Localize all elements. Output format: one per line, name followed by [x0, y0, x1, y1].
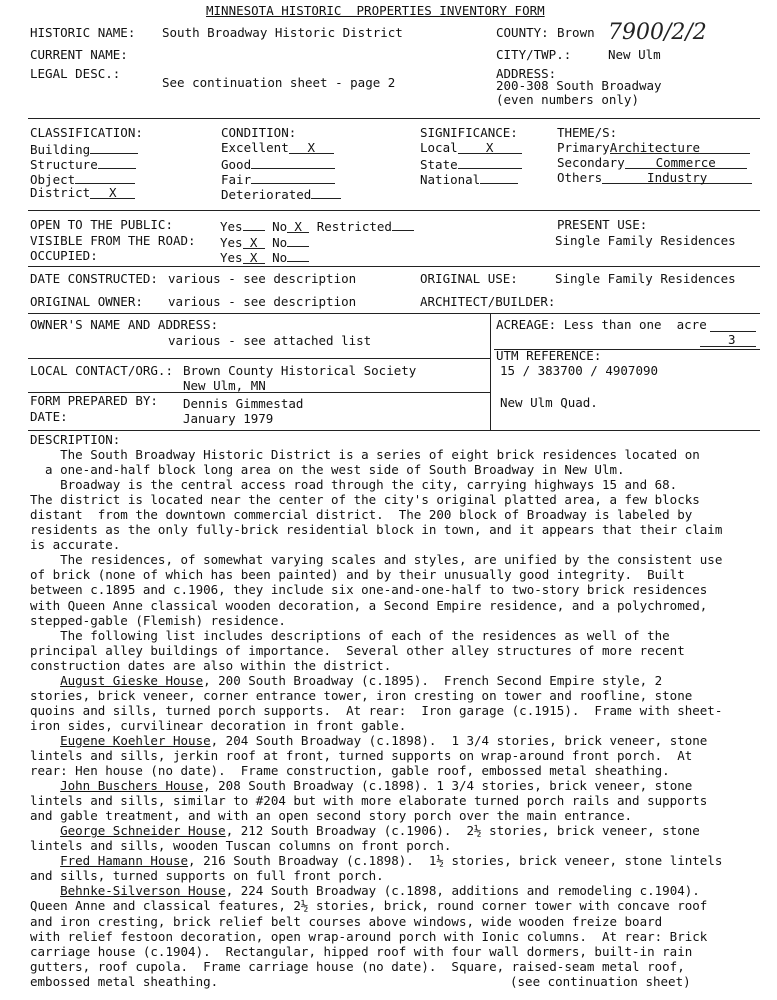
description-line: with Queen Anne classical wooden decoration, a Second Empire residence, and a polychromed, [30, 597, 708, 613]
divider [28, 118, 760, 119]
house-description: Queen Anne and classical features, 2½ stories, brick, round corner tower with concave roof [30, 898, 708, 914]
restricted-blank [392, 217, 414, 231]
house-name: Fred Hamann House [60, 853, 189, 869]
house-description: with relief festoon decoration, open wrap-around porch with Ionic columns. At rear: Brick [30, 928, 708, 944]
house-description: iron sides, curvilinear decoration in front gable. [30, 717, 407, 733]
house-description: stories, brick veneer, corner entrance tower, iron cresting on tower and roofline, stone [30, 687, 693, 703]
utm-value: 15 / 383700 / 4907090 [500, 363, 659, 378]
no-blank [287, 233, 309, 247]
date-constructed-label: DATE CONSTRUCTED: [30, 271, 158, 286]
house-entry-line [30, 823, 760, 838]
district-label: District [30, 185, 91, 200]
house-description: , 224 South Broadway (c.1898, additions and remodeling c.1904). [225, 883, 700, 899]
historic-name-value: South Broadway Historic District [162, 25, 403, 40]
house-entry-line [30, 778, 760, 793]
house-description: , 216 South Broadway (c.1898). 1½ stories, brick veneer, stone lintels [188, 853, 723, 869]
handwritten-id: 7900/2/2 [608, 20, 707, 45]
date-label: DATE: [30, 409, 68, 424]
building-label: Building [30, 142, 91, 157]
secondary-label: Secondary [557, 155, 625, 170]
house-name: Behnke-Silverson House [60, 883, 226, 899]
house-entry-line [30, 853, 760, 868]
yes-label: Yes [220, 235, 243, 250]
prepared-by-label: FORM PREPARED BY: [30, 393, 158, 408]
open-no-mark: X [287, 219, 309, 233]
acreage [496, 317, 707, 332]
restricted-label: Restricted [316, 219, 392, 234]
description-section [30, 432, 760, 989]
original-use-value: Single Family Residences [555, 271, 736, 286]
description-line: Broadway is the central access road through the city, carrying highways 15 and 68. [30, 477, 678, 493]
address-line2: (even numbers only) [496, 92, 639, 107]
house-entry-line [30, 898, 760, 913]
house-description: rear: Hen house (no date). Frame construction, gable roof, embossed metal sheathing. [30, 763, 670, 779]
utm-label: UTM REFERENCE: [496, 348, 602, 363]
house-entry-line [30, 868, 760, 883]
acreage-number: 3 [728, 332, 736, 347]
no-label: No [272, 219, 288, 234]
house-entry-line [30, 718, 760, 733]
continuation-note: (see continuation sheet) [510, 973, 691, 989]
description-line: is accurate. [30, 537, 121, 553]
present-use-label: PRESENT USE: [557, 217, 648, 232]
national-blank [480, 170, 518, 184]
divider-vertical [490, 313, 491, 430]
acreage-underline [700, 346, 756, 347]
object-blank [75, 170, 135, 184]
acreage-value: Less than one acre [563, 317, 707, 332]
description-line: The following list includes descriptions of each of the residences as well of the [30, 627, 670, 643]
house-name: John Buschers House [60, 778, 204, 794]
theme-label: THEME/S: [557, 125, 618, 140]
house-description: , 208 South Broadway (c.1898). 1 3/4 stories, brick veneer, stone [203, 778, 693, 794]
house-entry-line [30, 748, 760, 763]
no-blank [287, 248, 309, 262]
description-line: a one-and-half block long area on the west side of South Broadway in New Ulm. [30, 462, 625, 478]
theme-primary [557, 140, 750, 155]
local-mark: X [458, 140, 522, 154]
description-line: The South Broadway Historic District is a series of eight brick residences located on [30, 447, 700, 463]
divider [28, 313, 760, 314]
house-description: and iron cresting, brick relief belt courses above windows, wide wooden freize board [30, 913, 663, 929]
theme-others [557, 170, 752, 185]
acreage-label: ACREAGE: [496, 317, 557, 332]
district-mark: X [90, 185, 135, 199]
county-value: Brown [557, 25, 595, 40]
house-entry-line [30, 959, 760, 974]
yes-label: Yes [220, 250, 243, 265]
deteriorated-blank [311, 185, 341, 199]
house-entry-line [30, 914, 760, 929]
house-description: and sills, turned supports on full front porch. [30, 868, 384, 884]
significance-local [420, 140, 522, 155]
fair-label: Fair [221, 172, 252, 187]
prepared-by-value: Dennis Gimmestad [183, 396, 304, 411]
present-use-value: Single Family Residences [555, 233, 736, 248]
state-blank [458, 155, 522, 169]
divider [28, 210, 760, 211]
divider [28, 358, 490, 359]
classification-district [30, 185, 135, 200]
national-label: National [420, 172, 481, 187]
house-entry-line [30, 808, 760, 823]
description-line: stepped-gable (Flemish) residence. [30, 612, 286, 628]
house-name: August Gieske House [60, 672, 204, 688]
legal-desc-value: See continuation sheet - page 2 [162, 75, 396, 90]
house-entry-line [30, 703, 760, 718]
description-line: between c.1895 and c.1906, they include six one-and-one-half to two-story brick residences [30, 582, 708, 598]
description-line: construction dates are also within the district. [30, 657, 392, 673]
visible-label: VISIBLE FROM THE ROAD: [30, 233, 196, 248]
description-line: The district is located near the center of the city's original platted area, a few blocks [30, 492, 700, 508]
description-line: of brick (none of which has been painted) and by their unusually good integrity. Built [30, 567, 685, 583]
house-list [30, 673, 760, 989]
divider [28, 266, 760, 267]
visible-yes-mark: X [243, 235, 265, 249]
condition-excellent [221, 140, 334, 155]
excellent-label: Excellent [221, 140, 289, 155]
description-label: DESCRIPTION: [30, 432, 121, 447]
date-value: January 1979 [183, 411, 274, 426]
theme-secondary [557, 155, 747, 170]
original-owner-value: various - see description [168, 294, 357, 309]
description-line: The residences, of somewhat varying scales and styles, are unified by the consistent use [30, 552, 723, 568]
classification-label: CLASSIFICATION: [30, 125, 143, 140]
house-description: and gable treatment, and with an open second story porch over the main entrance. [30, 808, 633, 824]
house-description: lintels and sills, jerkin roof at front, turned supports on wrap-around front porch. At [30, 747, 693, 763]
original-owner-label: ORIGINAL OWNER: [30, 294, 143, 309]
description-line: principal alley buildings of importance. Several other alley structures of more recent [30, 642, 685, 658]
house-entry-line [30, 763, 760, 778]
original-use-label: ORIGINAL USE: [420, 271, 518, 286]
house-description: embossed metal sheathing. [30, 973, 219, 989]
others-value: Industry [602, 170, 752, 184]
house-description: , 200 South Broadway (c.1895). French Second Empire style, 2 [203, 672, 663, 688]
city-label: CITY/TWP.: [496, 47, 572, 62]
fair-blank [251, 170, 335, 184]
open-label: OPEN TO THE PUBLIC: [30, 217, 173, 232]
local-contact-line1: Brown County Historical Society [183, 363, 417, 378]
significance-national [420, 170, 518, 187]
occupied-options [220, 248, 309, 265]
legal-desc-label: LEGAL DESC.: [30, 66, 121, 81]
local-contact-line2: New Ulm, MN [183, 378, 266, 393]
description-line: residents as the only fully-brick residential block in town, and it appears that their claim [30, 522, 723, 538]
historic-name-label: HISTORIC NAME: [30, 25, 136, 40]
city-value: New Ulm [608, 47, 661, 62]
object-label: Object [30, 172, 76, 187]
house-entry-line [30, 733, 760, 748]
no-label: No [272, 250, 288, 265]
good-blank [251, 155, 335, 169]
description-line: distant from the downtown commercial district. The 200 block of Broadway is labeled by [30, 507, 693, 523]
house-description: gutters, roof cupola. Frame carriage house (no date). Square, raised-seam metal roof, [30, 958, 685, 974]
house-entry-line [30, 688, 760, 703]
local-label: Local [420, 140, 458, 155]
house-entry-line [30, 793, 760, 808]
secondary-value: Commerce [625, 155, 747, 169]
house-entry-line [30, 673, 760, 688]
others-label: Others [557, 170, 603, 185]
house-entry-line [30, 944, 760, 959]
building-blank [90, 140, 138, 154]
description-body [30, 447, 760, 673]
structure-blank [98, 155, 136, 169]
house-entry-line [30, 883, 760, 898]
quad-value: New Ulm Quad. [500, 395, 598, 410]
divider [28, 430, 760, 431]
no-label: No [272, 235, 288, 250]
house-description: lintels and sills, wooden Tuscan columns on front porch. [30, 838, 452, 854]
occupied-label: OCCUPIED: [30, 248, 98, 263]
date-constructed-value: various - see description [168, 271, 357, 286]
house-entry-line [30, 929, 760, 944]
architect-label: ARCHITECT/BUILDER: [420, 294, 556, 309]
house-description: carriage house (c.1904). Rectangular, hipped roof with four wall dormers, built-in rain [30, 943, 693, 959]
local-contact-label: LOCAL CONTACT/ORG.: [30, 363, 173, 378]
open-options [220, 217, 414, 234]
address-label: ADDRESS: [496, 66, 557, 81]
county-label: COUNTY: [496, 25, 549, 40]
primary-label: Primary [557, 140, 610, 155]
yes-blank [243, 217, 265, 231]
current-name-label: CURRENT NAME: [30, 47, 128, 62]
significance-label: SIGNIFICANCE: [420, 125, 518, 140]
house-description: , 204 South Broadway (c.1898). 1 3/4 stories, brick veneer, stone [210, 732, 708, 748]
house-entry-line [30, 974, 760, 989]
occupied-yes-mark: X [243, 250, 265, 264]
house-entry-line [30, 838, 760, 853]
house-name: Eugene Koehler House [60, 732, 211, 748]
excellent-mark: X [289, 140, 334, 154]
good-label: Good [221, 157, 252, 172]
house-description: lintels and sills, similar to #204 but with more elaborate turned porch rails and supports [30, 793, 708, 809]
house-description: , 212 South Broadway (c.1906). 2½ stories, brick veneer, stone [225, 823, 700, 839]
house-name: George Schneider House [60, 823, 226, 839]
house-description: quoins and sills, turned porch supports. At rear: Iron garage (c.1915). Frame with sheet- [30, 702, 723, 718]
deteriorated-label: Deteriorated [221, 187, 312, 202]
address-line1: 200-308 South Broadway [496, 78, 662, 93]
condition-label: CONDITION: [221, 125, 297, 140]
owner-label: OWNER'S NAME AND ADDRESS: [30, 317, 219, 332]
condition-deteriorated [221, 185, 341, 202]
structure-label: Structure [30, 157, 98, 172]
primary-value: Architecture [610, 140, 750, 154]
state-label: State [420, 157, 458, 172]
form-title: MINNESOTA HISTORIC PROPERTIES INVENTORY FORM [206, 3, 545, 18]
yes-label: Yes [220, 219, 243, 234]
owner-value: various - see attached list [168, 333, 372, 348]
